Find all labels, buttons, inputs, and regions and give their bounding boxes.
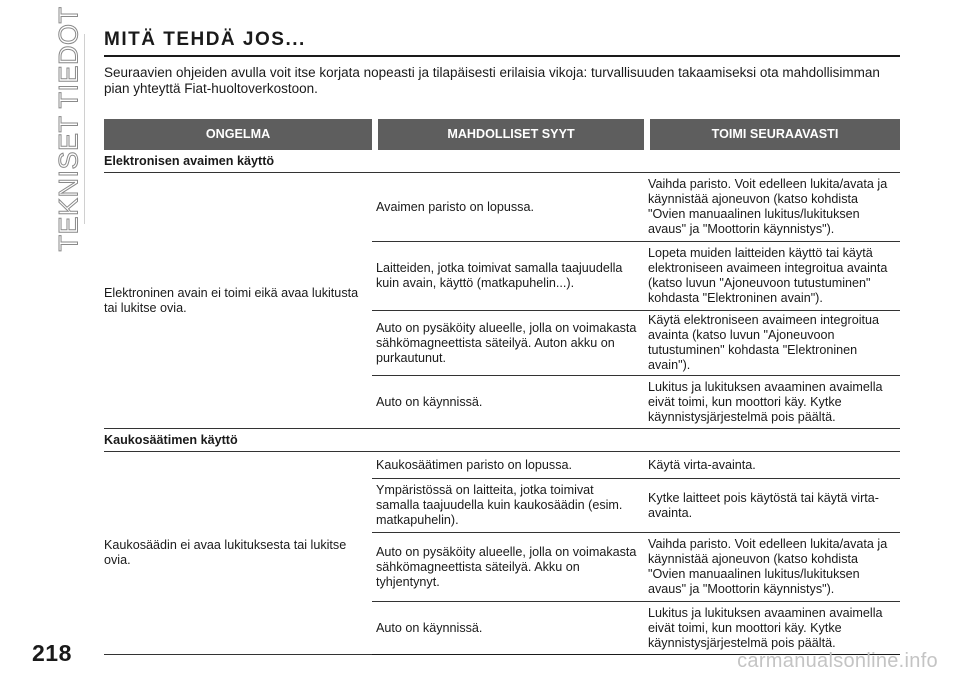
section-side-title bbox=[53, 6, 84, 252]
action-cell: Käytä virta-avainta. bbox=[644, 452, 900, 479]
table-row bbox=[104, 173, 900, 242]
cause-cell: Laitteiden, jotka toimivat samalla taajuudella kuin avain, käyttö (matkapuhelin...). bbox=[372, 242, 644, 311]
page-content bbox=[104, 29, 900, 655]
cause-cell: Auto on pysäköity alueelle, jolla on voimakasta sähkömagneettista säteilyä. Auton akku on purkautunut. bbox=[372, 311, 644, 376]
action-cell: Vaihda paristo. Voit edelleen lukita/avata ja käynnistää ajoneuvon (katso kohdista "Ovien manuaalinen lukitus/lukituksen avaus" ja "Moottorin käynnistys"). bbox=[644, 173, 900, 242]
action-cell: Käytä elektroniseen avaimeen integroitua avainta (katso luvun "Ajoneuvoon tutustuminen" kohdasta "Elektroninen avain"). bbox=[644, 311, 900, 376]
action-cell: Lukitus ja lukituksen avaaminen avaimella eivät toimi, kun moottori käy. Kytke käynnistysjärjestelmä pois päältä. bbox=[644, 602, 900, 655]
problem-cell: Kaukosäädin ei avaa lukituksesta tai lukitse ovia. bbox=[104, 452, 372, 655]
section-row bbox=[104, 150, 900, 173]
page-number: 218 bbox=[32, 640, 72, 666]
section-title: Kaukosäätimen käyttö bbox=[104, 429, 900, 452]
action-cell: Vaihda paristo. Voit edelleen lukita/avata ja käynnistää ajoneuvon (katso kohdista "Ovien manuaalinen lukitus/lukituksen avaus" ja "Moottorin käynnistys"). bbox=[644, 533, 900, 602]
cause-cell: Avaimen paristo on lopussa. bbox=[372, 173, 644, 242]
watermark: carmanualsonline.info bbox=[737, 650, 938, 672]
header-actions: TOIMI SEURAAVASTI bbox=[644, 119, 900, 150]
cause-cell: Ympäristössä on laitteita, jotka toimivat samalla taajuudella kuin kaukosäädin (esim. matkapuhelin). bbox=[372, 479, 644, 533]
header-problem: ONGELMA bbox=[104, 119, 372, 150]
table-header-row bbox=[104, 119, 900, 150]
table-row bbox=[104, 452, 900, 479]
cause-cell: Auto on käynnissä. bbox=[372, 602, 644, 655]
section-row bbox=[104, 429, 900, 452]
cause-cell: Auto on pysäköity alueelle, jolla on voimakasta sähkömagneettista säteilyä. Akku on tyhjentynyt. bbox=[372, 533, 644, 602]
cause-cell: Kaukosäätimen paristo on lopussa. bbox=[372, 452, 644, 479]
header-causes: MAHDOLLISET SYYT bbox=[372, 119, 644, 150]
side-divider bbox=[84, 34, 85, 224]
action-cell: Lukitus ja lukituksen avaaminen avaimella eivät toimi, kun moottori käy. Kytke käynnistysjärjestelmä pois päältä. bbox=[644, 376, 900, 429]
section-title: Elektronisen avaimen käyttö bbox=[104, 150, 900, 173]
action-cell: Kytke laitteet pois käytöstä tai käytä virta-avainta. bbox=[644, 479, 900, 533]
intro-paragraph: Seuraavien ohjeiden avulla voit itse korjata nopeasti ja tilapäisesti erilaisia vikoja: turvallisuuden takaamiseksi ota mahdollisimman pian yhteyttä Fiat-huoltoverkostoon. bbox=[104, 65, 880, 96]
section-side-title-text: TEKNISET TIEDOT bbox=[53, 6, 84, 252]
action-cell: Lopeta muiden laitteiden käyttö tai käytä elektroniseen avaimeen integroitua avainta (katso luvun "Ajoneuvoon tutustuminen" kohdasta "Elektroninen avain"). bbox=[644, 242, 900, 311]
cause-cell: Auto on käynnissä. bbox=[372, 376, 644, 429]
page-heading: MITÄ TEHDÄ JOS... bbox=[104, 29, 900, 57]
troubleshooting-table bbox=[104, 119, 900, 655]
problem-cell: Elektroninen avain ei toimi eikä avaa lukitusta tai lukitse ovia. bbox=[104, 173, 372, 429]
